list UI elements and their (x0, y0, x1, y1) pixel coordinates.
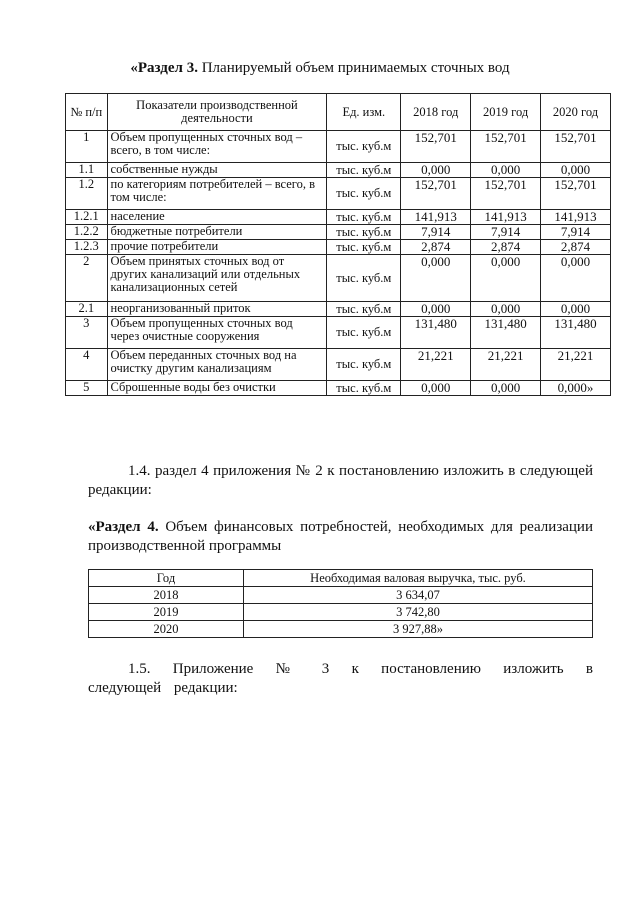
value-2019: 0,000 (471, 381, 541, 396)
value-2018: 152,701 (401, 178, 471, 210)
value-2018: 152,701 (401, 131, 471, 163)
row-indicator: население (107, 210, 327, 225)
financial-needs-table (88, 569, 593, 638)
table-row (66, 131, 611, 163)
value-2018: 7,914 (401, 225, 471, 240)
table-row (89, 604, 593, 621)
paragraph-1-5: 1.5. Приложение № 3 к постановлению изложить в следующей редакции: (88, 661, 593, 696)
row-unit: тыс. куб.м (327, 225, 401, 240)
year-cell: 2018 (89, 587, 244, 604)
col-header-revenue: Необходимая валовая выручка, тыс. руб. (244, 570, 593, 587)
row-indicator: неорганизованный приток (107, 302, 327, 317)
value-2020: 141,913 (541, 210, 611, 225)
table-row (66, 225, 611, 240)
revenue-cell: 3 742,80 (244, 604, 593, 621)
table-row (66, 178, 611, 210)
table-row (66, 302, 611, 317)
value-2019: 152,701 (471, 131, 541, 163)
col-header-year: Год (89, 570, 244, 587)
row-unit: тыс. куб.м (327, 210, 401, 225)
value-2019: 141,913 (471, 210, 541, 225)
section3-title-bold: «Раздел 3. (130, 60, 198, 76)
section4-title-rest: Объем финансовых потребностей, необходимых для реализации производственной программы (88, 519, 593, 554)
row-indicator: бюджетные потребители (107, 225, 327, 240)
table-row (89, 587, 593, 604)
value-2020: 0,000» (541, 381, 611, 396)
row-number: 1.2.1 (66, 210, 108, 225)
row-indicator: Объем пропущенных сточных вод – всего, в том числе: (107, 131, 327, 163)
row-number: 1.2 (66, 178, 108, 210)
row-unit: тыс. куб.м (327, 131, 401, 163)
row-unit: тыс. куб.м (327, 255, 401, 302)
row-number: 1.2.2 (66, 225, 108, 240)
row-unit: тыс. куб.м (327, 178, 401, 210)
value-2018: 2,874 (401, 240, 471, 255)
table-row (66, 381, 611, 396)
section3-title (0, 60, 640, 77)
value-2018: 0,000 (401, 381, 471, 396)
row-number: 1 (66, 131, 108, 163)
row-number: 5 (66, 381, 108, 396)
table-row (66, 240, 611, 255)
value-2019: 2,874 (471, 240, 541, 255)
value-2020: 152,701 (541, 178, 611, 210)
row-unit: тыс. куб.м (327, 240, 401, 255)
paragraph-1-4: 1.4. раздел 4 приложения № 2 к постановлению изложить в следующей редакции: (88, 463, 593, 498)
table-header-row (89, 570, 593, 587)
row-number: 1.2.3 (66, 240, 108, 255)
row-unit: тыс. куб.м (327, 163, 401, 178)
table-row (66, 255, 611, 302)
value-2020: 7,914 (541, 225, 611, 240)
value-2018: 0,000 (401, 163, 471, 178)
table-row (89, 621, 593, 638)
row-unit: тыс. куб.м (327, 317, 401, 349)
year-cell: 2019 (89, 604, 244, 621)
revenue-cell: 3 634,07 (244, 587, 593, 604)
value-2019: 152,701 (471, 178, 541, 210)
row-number: 4 (66, 349, 108, 381)
row-indicator: Сброшенные воды без очистки (107, 381, 327, 396)
row-indicator: Объем пропущенных сточных вод через очистные сооружения (107, 317, 327, 349)
value-2020: 131,480 (541, 317, 611, 349)
row-unit: тыс. куб.м (327, 349, 401, 381)
revenue-cell: 3 927,88» (244, 621, 593, 638)
col-header-unit: Ед. изм. (327, 94, 401, 131)
table-row (66, 317, 611, 349)
value-2018: 131,480 (401, 317, 471, 349)
row-number: 1.1 (66, 163, 108, 178)
col-header-2019: 2019 год (471, 94, 541, 131)
value-2019: 0,000 (471, 302, 541, 317)
value-2020: 21,221 (541, 349, 611, 381)
value-2018: 0,000 (401, 302, 471, 317)
col-header-indicator: Показатели производственной деятельности (107, 94, 327, 131)
value-2020: 0,000 (541, 255, 611, 302)
table-header-row (66, 94, 611, 131)
year-cell: 2020 (89, 621, 244, 638)
row-indicator: Объем принятых сточных вод от других канализаций или отдельных канализационных сетей (107, 255, 327, 302)
value-2019: 21,221 (471, 349, 541, 381)
value-2018: 21,221 (401, 349, 471, 381)
value-2018: 141,913 (401, 210, 471, 225)
row-indicator: по категориям потребителей – всего, в том числе: (107, 178, 327, 210)
row-number: 3 (66, 317, 108, 349)
table-row (66, 210, 611, 225)
planned-volume-table (65, 93, 611, 396)
section4-title-bold: «Раздел 4. (88, 519, 159, 535)
section4-title (88, 518, 593, 556)
section3-title-rest: Планируемый объем принимаемых сточных вод (197, 60, 510, 76)
value-2020: 2,874 (541, 240, 611, 255)
row-unit: тыс. куб.м (327, 302, 401, 317)
col-header-2018: 2018 год (401, 94, 471, 131)
row-indicator: прочие потребители (107, 240, 327, 255)
table-row (66, 163, 611, 178)
row-number: 2 (66, 255, 108, 302)
value-2019: 0,000 (471, 163, 541, 178)
row-indicator: Объем переданных сточных вод на очистку другим канализациям (107, 349, 327, 381)
value-2018: 0,000 (401, 255, 471, 302)
col-header-num: № п/п (66, 94, 108, 131)
table-row (66, 349, 611, 381)
value-2020: 152,701 (541, 131, 611, 163)
value-2019: 0,000 (471, 255, 541, 302)
row-number: 2.1 (66, 302, 108, 317)
col-header-2020: 2020 год (541, 94, 611, 131)
row-indicator: собственные нужды (107, 163, 327, 178)
value-2020: 0,000 (541, 163, 611, 178)
value-2020: 0,000 (541, 302, 611, 317)
row-unit: тыс. куб.м (327, 381, 401, 396)
value-2019: 131,480 (471, 317, 541, 349)
value-2019: 7,914 (471, 225, 541, 240)
